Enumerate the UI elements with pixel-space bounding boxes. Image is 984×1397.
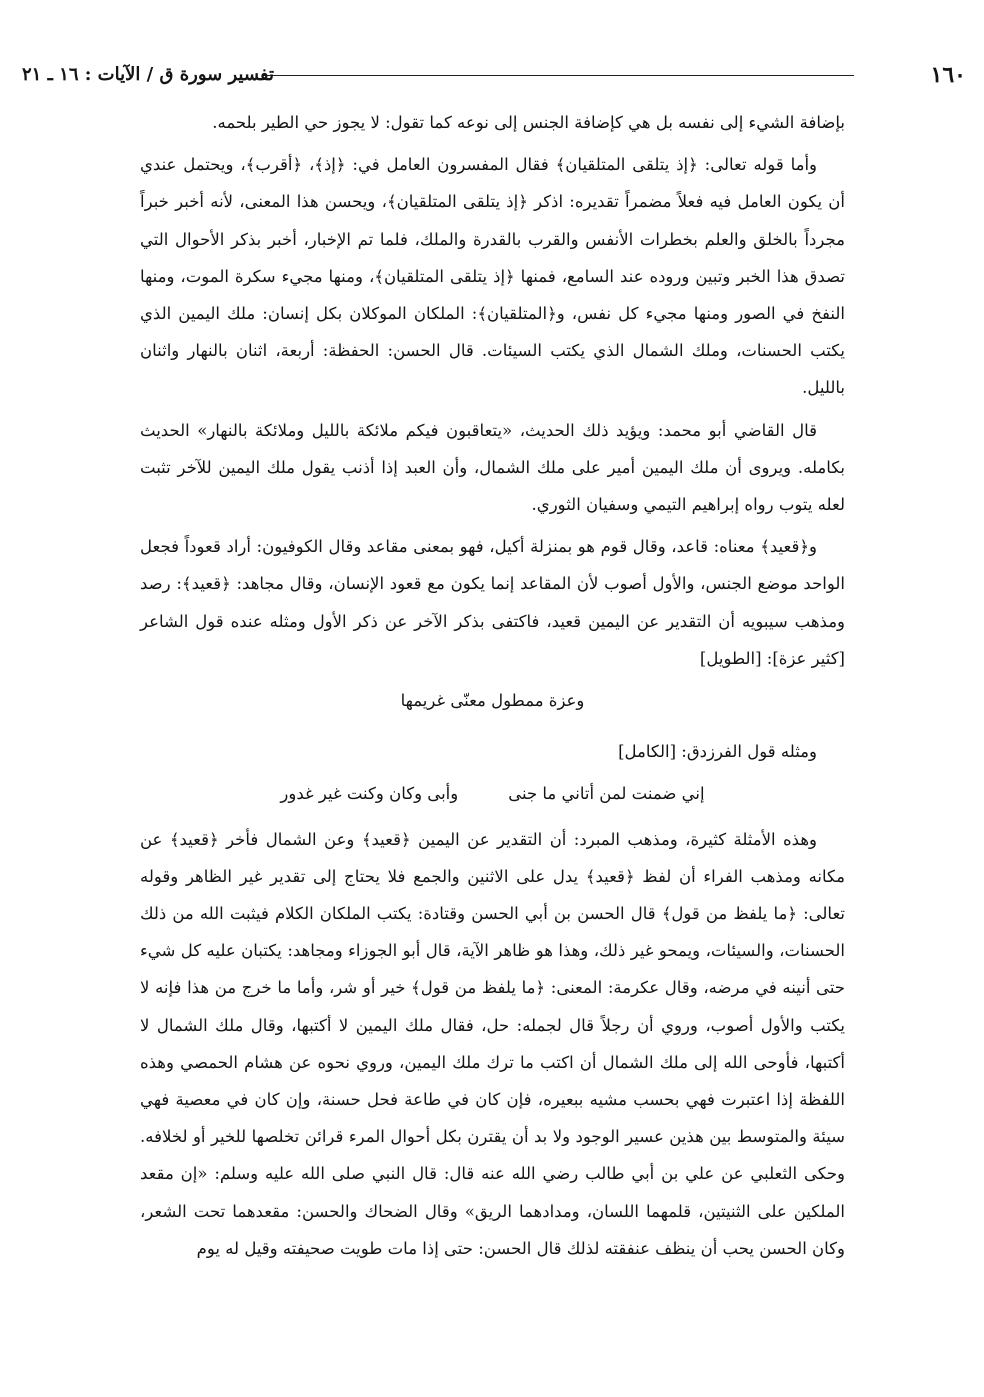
paragraph: قال القاضي أبو محمد: ويؤيد ذلك الحديث، «يتعاقبون فيكم ملائكة بالليل وملائكة بالنهار» الحديث بكامله. ويروى أن ملك اليمين أمير على ملك الشمال، وأن العبد إذا أذنب يقول ملك اليمين للآخر تثبت لعله يتوب رواه إبراهيم التيمي وسفيان الثوري. (140, 420, 845, 515)
paragraph: وهذه الأمثلة كثيرة، ومذهب المبرد: أن التقدير عن اليمين ﴿قعيد﴾ وعن الشمال فأخر ﴿قعيد﴾ عن مكانه ومذهب الفراء أن لفظ ﴿قعيد﴾ يدل على الاثنين والجمع فلا يحتاج إلى تقدير غير الظاهر وقوله تعالى: ﴿ما يلفظ من قول﴾ قال الحسن بن أبي الحسن وقتادة: يكتب الملكان الكلام فيثبت الله من ذلك الحسنات، والسيئات، ويمحو غير ذلك، وهذا هو ظاهر الآية، قال أبو الجوزاء ومجاهد: يكتبان عليه كل شيء حتى أنينه في مرضه، وقال عكرمة: المعنى: ﴿ما يلفظ من قول﴾ خير أو شر، وأما ما خرج من هذا فإنه لا يكتب والأول أصوب، وروي أن رجلاً قال لجمله: حل، فقال ملك اليمين لا أكتبها، وقال ملك الشمال لا أكتبها، فأوحى الله إلى ملك الشمال أن اكتب ما ترك ملك اليمين، وروي نحوه عن هشام الحمصي وهذه اللفظة إذا اعتبرت فهي بحسب مشيه ببعيره، فإن كان في طاعة فحل حسنة، وإن كان في معصية فهي سيئة والمتوسط بين هذين عسير الوجود ولا بد أن يقترن بكل أحوال المرء قرائن تخلصها للخير أو لخلافه. وحكى الثعلبي عن علي بن أبي طالب رضي الله عنه قال: قال النبي صلى الله عليه وسلم: «إن مقعد الملكين على الثنيتين، قلمهما اللسان، ومدادهما الريق» وقال الضحاك والحسن: مقعدهما تحت الشعر، وكان الحسن يحب أن ينظف عنفقته لذلك قال الحسن: حتى إذا مات طويت صحيفته وقيل له يوم (140, 829, 845, 1258)
verse-first-hemistich: إني ضمنت لمن أتاني ما جنى (508, 784, 705, 804)
paragraph: وأما قوله تعالى: ﴿إذ يتلقى المتلقيان﴾ فقال المفسرون العامل في: ﴿إذ﴾، ﴿أقرب﴾، ويحتمل عندي أن يكون العامل فيه فعلاً مضمراً تقديره: اذكر ﴿إذ يتلقى المتلقيان﴾، ويحسن هذا المعنى، لأنه أخبر خبراً مجرداً بالخلق والعلم بخطرات الأنفس والقرب بالقدرة والملك، فلما تم الإخبار، أخبر بذكر الأحوال التي تصدق هذا الخبر وتبين وروده عند السامع، فمنها ﴿إذ يتلقى المتلقيان﴾، ومنها مجيء سكرة الموت، ومنها النفخ في الصور ومنها مجيء كل نفس، و﴿المتلقيان﴾: الملكان الموكلان بكل إنسان: ملك اليمين الذي يكتب الحسنات، وملك الشمال الذي يكتب السيئات. قال الحسن: الحفظة: أربعة، اثنان بالنهار واثنان بالليل. (140, 155, 845, 398)
paragraph: و﴿قعيد﴾ معناه: قاعد، وقال قوم هو بمنزلة أكيل، فهو بمعنى مقاعد وقال الكوفيون: أراد قعوداً فجعل الواحد موضع الجنس، والأول أصوب لأن المقاعد إنما يكون مع قعود الإنسان، وقال مجاهد: ﴿قعيد﴾: رصد ومذهب سيبويه أن التقدير عن اليمين قعيد، فاكتفى بذكر الآخر عن ذكر الأول ومثله عنده قول الشاعر [كثير عزة]: [الطويل] (140, 537, 845, 668)
running-title: تفسير سورة ق / الآيات : ١٦ ـ ٢١ (22, 64, 275, 85)
page-header (22, 60, 966, 90)
verse-second-hemistich: وأبى وكان وكنت غير غدور (280, 784, 459, 804)
header-rule (262, 75, 854, 76)
page-body (140, 104, 845, 1272)
poetry-couplet (140, 775, 845, 812)
verse-intro: ومثله قول الفرزدق: [الكامل] (618, 742, 817, 762)
paragraph: بإضافة الشيء إلى نفسه بل هي كإضافة الجنس إلى نوعه كما تقول: لا يجوز حي الطير بلحمه. (212, 113, 845, 132)
poetry-verse: وعزة ممطول معنّى غريمها (400, 691, 585, 711)
page-number: ١٦٠ (930, 62, 966, 88)
